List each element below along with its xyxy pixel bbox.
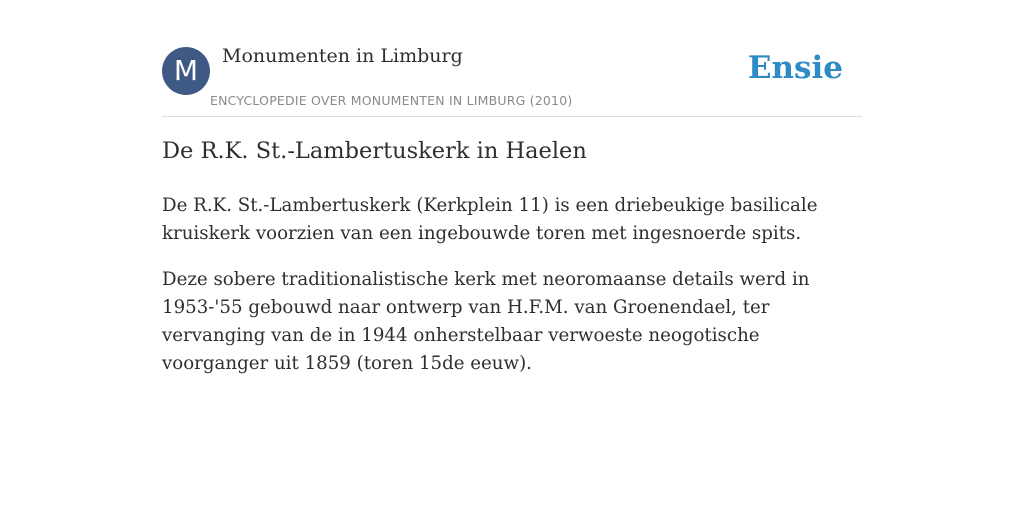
article-card bbox=[162, 0, 862, 374]
source-subtitle: ENCYCLOPEDIE OVER MONUMENTEN IN LIMBURG (2010) bbox=[210, 93, 573, 108]
article-body bbox=[162, 192, 862, 396]
source-header bbox=[162, 0, 862, 117]
page-title: De R.K. St.-Lambertuskerk in Haelen bbox=[162, 138, 587, 164]
avatar[interactable]: M bbox=[162, 47, 210, 95]
article-paragraph: Deze sobere traditionalistische kerk met neoromaanse details werd in 1953-'55 gebouwd naar ontwerp van H.F.M. van Groenendael, ter vervanging van de in 1944 onherstelbaar verwoeste neogotische voorganger uit 1859 (toren 15de eeuw). bbox=[162, 269, 810, 374]
article-paragraph: De R.K. St.-Lambertuskerk (Kerkplein 11) is een driebeukige basilicale kruiskerk voorzien van een ingebouwde toren met ingesnoerde spits. bbox=[162, 195, 818, 244]
source-title[interactable]: Monumenten in Limburg bbox=[222, 45, 463, 67]
ensie-logo-link[interactable]: Ensie bbox=[747, 50, 843, 86]
